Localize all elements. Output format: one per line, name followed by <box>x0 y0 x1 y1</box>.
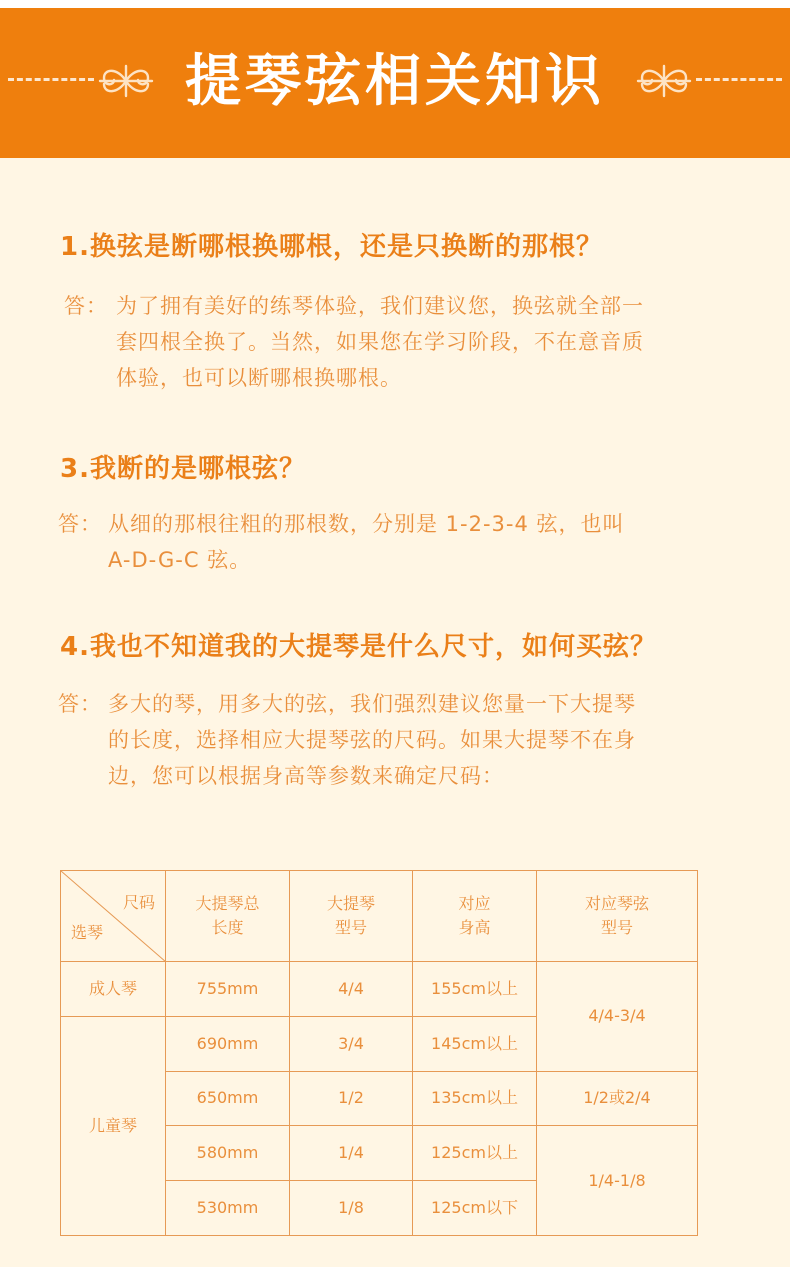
model-cell: 3/4 <box>290 1016 413 1071</box>
corner-header-cell <box>61 871 166 962</box>
answer-line: 体验，也可以断哪根换哪根。 <box>116 366 402 390</box>
answer-line: 从细的那根往粗的那根数，分别是 1-2-3-4 弦，也叫 <box>108 512 625 536</box>
model-cell: 4/4 <box>290 962 413 1017</box>
height-cell: 145cm以上 <box>413 1016 537 1071</box>
size-table <box>60 870 698 1236</box>
title-banner <box>0 8 790 158</box>
question-4: 4.我也不知道我的大提琴是什么尺寸，如何买弦？ <box>60 632 657 662</box>
answer-line: 多大的琴，用多大的弦，我们强烈建议您量一下大提琴 <box>108 692 636 716</box>
length-cell: 530mm <box>166 1181 290 1236</box>
length-cell: 690mm <box>166 1016 290 1071</box>
group-cell-adult: 成人琴 <box>61 962 166 1017</box>
top-strip <box>0 0 790 8</box>
header-cell: 对应琴弦 型号 <box>537 871 698 962</box>
corner-label-size: 尺码 <box>122 893 155 912</box>
header-cell: 大提琴 型号 <box>290 871 413 962</box>
banner-title: 提琴弦相关知识 <box>185 49 605 114</box>
answer-prefix: 答： <box>58 512 102 536</box>
model-cell: 1/8 <box>290 1181 413 1236</box>
answer-line: 边，您可以根据身高等参数来确定尺码： <box>108 764 504 788</box>
dashed-line-right <box>696 78 782 82</box>
answer-line: 为了拥有美好的练琴体验，我们建议您，换弦就全部一 <box>116 294 644 318</box>
question-1: 1.换弦是断哪根换哪根，还是只换断的那根？ <box>60 232 603 262</box>
table-row <box>61 962 698 1017</box>
height-cell: 135cm以上 <box>413 1071 537 1126</box>
corner-label-select: 选琴 <box>71 923 104 942</box>
answer-prefix: 答： <box>58 692 102 716</box>
string-size-cell: 1/4-1/8 <box>537 1126 698 1236</box>
table-header-row <box>61 871 698 962</box>
length-cell: 580mm <box>166 1126 290 1181</box>
header-cell: 大提琴总 长度 <box>166 871 290 962</box>
answer-line: 的长度，选择相应大提琴弦的尺码。如果大提琴不在身 <box>108 728 636 752</box>
header-cell: 对应 身高 <box>413 871 537 962</box>
height-cell: 125cm以上 <box>413 1126 537 1181</box>
string-size-cell: 4/4-3/4 <box>537 962 698 1072</box>
question-3: 3.我断的是哪根弦？ <box>60 454 306 484</box>
answer-prefix: 答： <box>64 294 108 318</box>
model-cell: 1/2 <box>290 1071 413 1126</box>
length-cell: 755mm <box>166 962 290 1017</box>
answer-line: 套四根全换了。当然，如果您在学习阶段，不在意音质 <box>116 330 644 354</box>
model-cell: 1/4 <box>290 1126 413 1181</box>
height-cell: 125cm以下 <box>413 1181 537 1236</box>
scroll-flourish-icon <box>634 58 694 104</box>
string-size-cell: 1/2或2/4 <box>537 1071 698 1126</box>
group-cell-child: 儿童琴 <box>61 1016 166 1235</box>
answer-line: A-D-G-C 弦。 <box>108 548 252 572</box>
height-cell: 155cm以上 <box>413 962 537 1017</box>
length-cell: 650mm <box>166 1071 290 1126</box>
diagonal-divider <box>61 871 166 962</box>
